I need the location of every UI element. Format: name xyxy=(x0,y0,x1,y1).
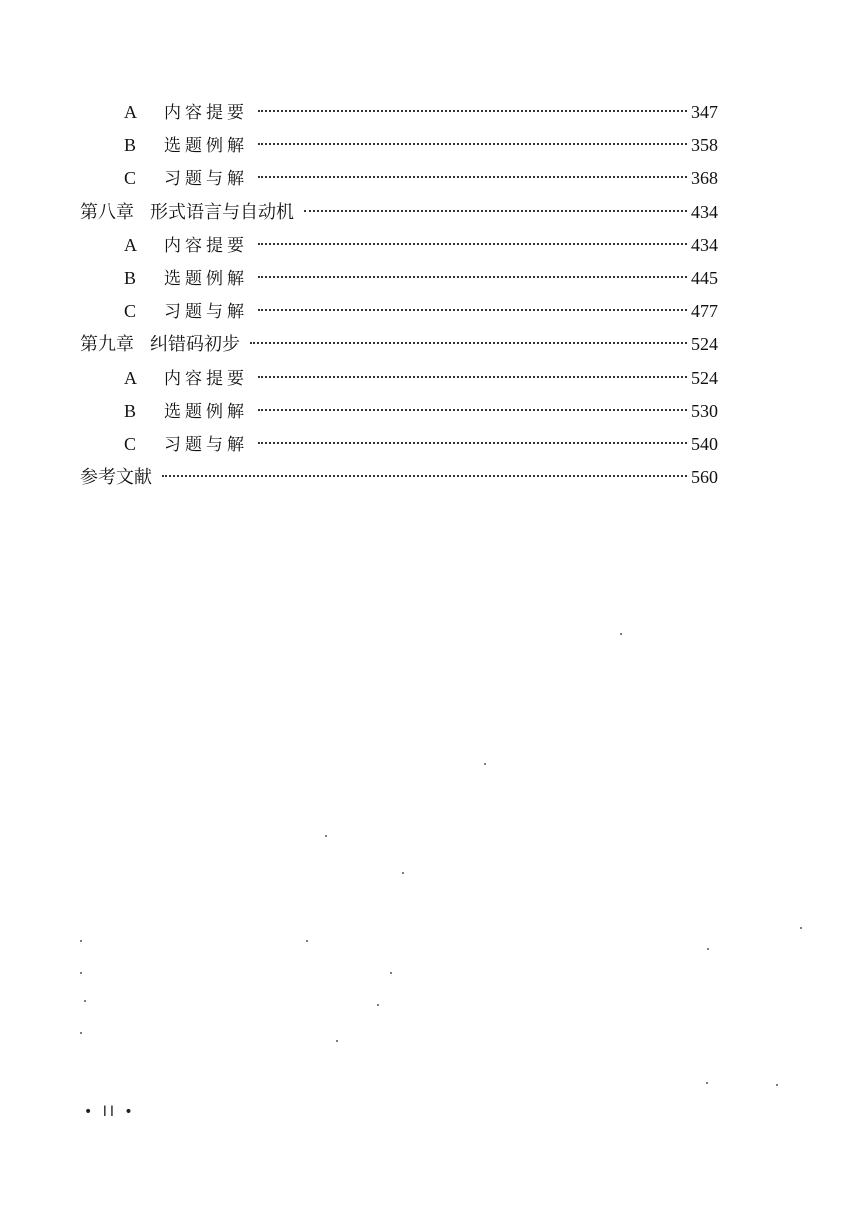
toc-chapter-number: 第九章 xyxy=(80,334,134,356)
toc-entry-title: 内容提要 xyxy=(164,368,248,389)
scan-speck xyxy=(707,948,709,950)
toc-entry-title: 参考文献 xyxy=(80,467,152,489)
scan-speck xyxy=(620,633,622,635)
dot-leader xyxy=(258,409,687,411)
dot-leader xyxy=(258,243,687,245)
toc-section-letter: B xyxy=(124,135,137,156)
scan-speck xyxy=(80,1032,82,1034)
toc-page-number: 540 xyxy=(691,433,718,454)
scan-speck xyxy=(80,972,82,974)
dot-leader xyxy=(258,309,687,311)
toc-entry-title: 纠错码初步 xyxy=(150,334,240,356)
dot-leader xyxy=(304,210,687,212)
toc-entry-title: 选题例解 xyxy=(164,136,248,157)
toc-chapter-number: 第八章 xyxy=(80,201,134,223)
dot-leader xyxy=(250,342,687,344)
dot-leader xyxy=(258,376,687,378)
toc-section-entry xyxy=(80,395,718,428)
scan-speck xyxy=(402,872,404,874)
toc-page-number: 368 xyxy=(691,168,718,189)
toc-entry-title: 选题例解 xyxy=(164,268,248,289)
toc-reference-entry xyxy=(80,461,718,494)
dot-leader xyxy=(258,110,687,112)
toc-entry-title: 选题例解 xyxy=(164,401,248,422)
table-of-contents xyxy=(80,96,718,494)
scan-speck xyxy=(800,927,802,929)
toc-page-number: 434 xyxy=(691,234,718,255)
toc-entry-title: 习题与解 xyxy=(164,434,248,455)
scan-speck xyxy=(84,1000,86,1002)
dot-leader xyxy=(258,276,687,278)
toc-page-number: 560 xyxy=(691,467,718,488)
toc-page-number: 477 xyxy=(691,301,718,322)
toc-section-entry xyxy=(80,229,718,262)
scan-speck xyxy=(80,940,82,942)
toc-page-number: 358 xyxy=(691,135,718,156)
toc-section-entry xyxy=(80,262,718,295)
scan-speck xyxy=(776,1084,778,1086)
toc-section-letter: B xyxy=(124,400,137,421)
toc-section-entry xyxy=(80,362,718,395)
page-number-footer: • II • xyxy=(84,1104,136,1120)
dot-leader xyxy=(258,143,687,145)
scan-speck xyxy=(484,763,486,765)
toc-entry-title: 习题与解 xyxy=(164,169,248,190)
toc-chapter-entry xyxy=(80,196,718,229)
toc-entry-title: 内容提要 xyxy=(164,235,248,256)
toc-section-letter: A xyxy=(124,367,137,388)
toc-entry-title: 内容提要 xyxy=(164,103,248,123)
toc-chapter-entry xyxy=(80,328,718,361)
dot-leader xyxy=(162,475,687,477)
dot-leader xyxy=(258,442,687,444)
scan-speck xyxy=(325,835,327,837)
toc-entry-title: 形式语言与自动机 xyxy=(150,201,294,223)
dot-leader xyxy=(258,176,687,178)
toc-section-letter: C xyxy=(124,433,137,454)
toc-page-number: 347 xyxy=(691,102,718,122)
scan-speck xyxy=(377,1004,379,1006)
toc-page-number: 524 xyxy=(691,367,718,388)
toc-section-letter: C xyxy=(124,168,137,189)
toc-section-entry xyxy=(80,428,718,461)
scan-speck xyxy=(306,940,308,942)
toc-section-letter: A xyxy=(124,102,137,122)
toc-section-letter: C xyxy=(124,301,137,322)
scan-speck xyxy=(336,1040,338,1042)
toc-page-number: 445 xyxy=(691,267,718,288)
toc-section-entry xyxy=(80,96,718,129)
toc-page-number: 434 xyxy=(691,201,718,222)
scan-speck xyxy=(390,972,392,974)
toc-page-number: 524 xyxy=(691,334,718,355)
toc-entry-title: 习题与解 xyxy=(164,302,248,323)
scan-speck xyxy=(706,1082,708,1084)
toc-page-number: 530 xyxy=(691,400,718,421)
toc-section-entry xyxy=(80,295,718,328)
toc-section-letter: B xyxy=(124,267,137,288)
toc-section-letter: A xyxy=(124,234,137,255)
toc-section-entry xyxy=(80,162,718,195)
toc-section-entry xyxy=(80,129,718,162)
